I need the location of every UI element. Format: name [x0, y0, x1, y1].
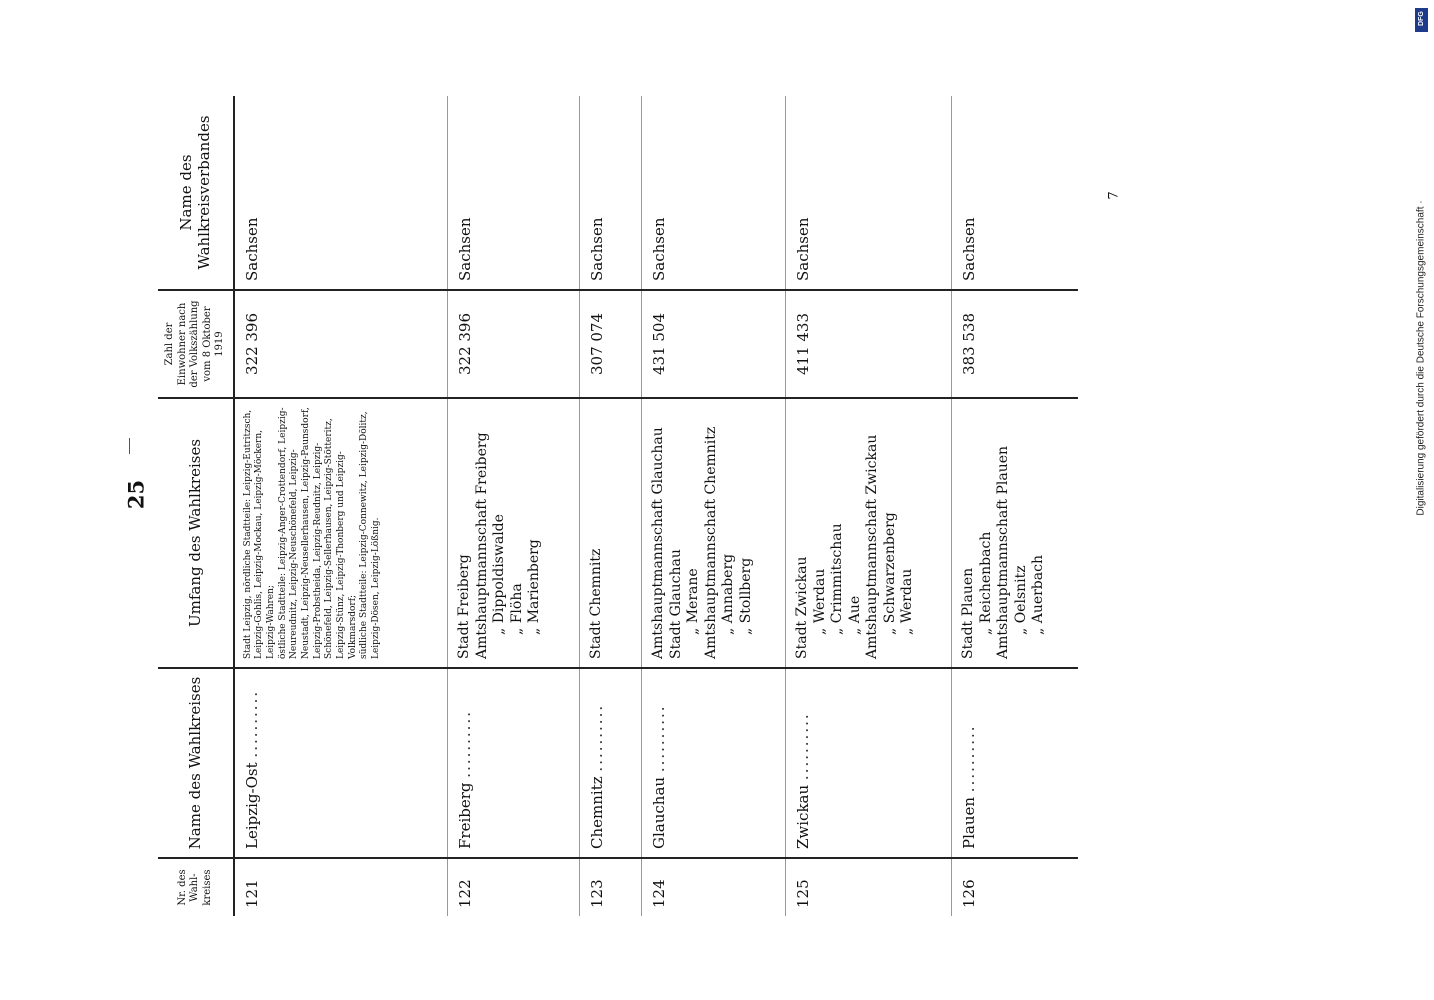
row-umfang	[642, 398, 786, 668]
page-number: 25	[123, 479, 149, 510]
row-einwohner: 322 396	[234, 290, 448, 398]
row-verband: Sachsen	[786, 96, 952, 290]
row-name: Plauen ..........	[952, 668, 1078, 858]
row-nr: 124	[642, 858, 786, 916]
row-name: Chemnitz ..........	[580, 668, 642, 858]
umfang-line: „ Dippoldiswalde	[491, 514, 507, 635]
umfang-line: „ Flöha	[508, 583, 525, 635]
umfang-line: Amtshauptmannschaft Freiberg	[473, 432, 490, 659]
umfang-line: Amtshauptmannschaft Chemnitz	[702, 426, 719, 659]
umfang-line: „ Crimmitschau	[829, 523, 845, 635]
row-umfang	[786, 398, 952, 668]
table-row	[580, 96, 642, 916]
row-einwohner: 411 433	[786, 290, 952, 398]
umfang-line: „ Schwarzenberg	[881, 512, 898, 635]
row-nr: 122	[448, 858, 580, 916]
row-nr: 123	[580, 858, 642, 916]
umfang-line: „ Werdau	[899, 568, 915, 635]
row-name: Glauchau ..........	[642, 668, 786, 858]
umfang-line: Stadt Zwickau	[794, 556, 810, 659]
table-row	[642, 96, 786, 916]
umfang-line: „ Stollberg	[737, 557, 754, 635]
row-nr: 126	[952, 858, 1078, 916]
header-nr: Nr. des Wahl-kreises	[158, 858, 234, 916]
row-einwohner: 307 074	[580, 290, 642, 398]
row-umfang	[448, 398, 580, 668]
row-einwohner: 431 504	[642, 290, 786, 398]
row-name: Leipzig-Ost ..........	[234, 668, 448, 858]
umfang-line: Stadt Glauchau	[667, 549, 684, 659]
umfang-line: „ Annaberg	[720, 553, 736, 635]
umfang-line: östliche Stadtteile: Leipzig-Anger-Crottendorf, Leipzig-Neureudnitz, Leipzig-Neuschönefeld, Leipzig-Neustadt, Leipzig-Neusellerhausen, Leipzig-Paunsdorf, Leipzig-Probstheida, Leipzig-Reudnitz, Leipzig-Schönefeld, Leipzig-Sellerhausen, Leipzig-Stötteritz, Leipzig-Stünz, Leipzig-Thonberg und Leipzig-Volkmarsdorf;	[277, 407, 358, 659]
page-dash	[129, 438, 130, 454]
umfang-line: „ Marienberg	[526, 539, 542, 635]
row-einwohner: 322 396	[448, 290, 580, 398]
dfg-credit	[1406, 8, 1434, 516]
umfang-line: Amtshauptmannschaft Plauen	[995, 445, 1011, 659]
umfang-line: „ Reichenbach	[977, 531, 994, 635]
row-umfang	[580, 398, 642, 668]
wahlkreis-table	[158, 96, 1078, 916]
row-verband: Sachsen	[234, 96, 448, 290]
umfang-line: „ Werdau	[811, 568, 828, 635]
row-umfang	[234, 398, 448, 668]
row-verband: Sachsen	[642, 96, 786, 290]
table-area	[158, 96, 1106, 916]
table-row	[448, 96, 580, 916]
umfang-line: Amtshauptmannschaft Glauchau	[650, 427, 666, 659]
margin-mark: 7	[1106, 191, 1122, 200]
row-verband: Sachsen	[952, 96, 1078, 290]
table-row	[786, 96, 952, 916]
dfg-logo: DFG	[1415, 8, 1428, 32]
umfang-line: Stadt Leipzig, nördliche Stadtteile: Leipzig-Eutritzsch, Leipzig-Gohlis, Leipzig-Mockau, Leipzig-Möckern, Leipzig-Wahren;	[242, 409, 276, 659]
header-verband: Name des Wahlkreisverbandes	[158, 96, 234, 290]
row-einwohner: 383 538	[952, 290, 1078, 398]
umfang-line: Stadt Freiberg	[456, 554, 472, 659]
row-verband: Sachsen	[580, 96, 642, 290]
table-row	[952, 96, 1078, 916]
header-einwohner: Zahl der Einwohner nach der Volkszählung vom 8 Oktober 1919	[158, 290, 234, 398]
umfang-line: Stadt Chemnitz	[588, 548, 604, 659]
row-name: Zwickau ..........	[786, 668, 952, 858]
row-umfang	[952, 398, 1078, 668]
rotated-table-stage	[158, 96, 1106, 916]
umfang-line: „ Auerbach	[1030, 555, 1046, 635]
umfang-line: „ Oelsnitz	[1012, 565, 1029, 635]
row-nr: 125	[786, 858, 952, 916]
header-umfang: Umfang des Wahlkreises	[158, 398, 234, 668]
header-name: Name des Wahlkreises	[158, 668, 234, 858]
table-row	[234, 96, 448, 916]
umfang-line: „ Merane	[685, 568, 701, 635]
dfg-credit-text: Digitalisierung gefördert durch die Deutsche Forschungsgemeinschaft ·	[1415, 200, 1427, 516]
umfang-line: südliche Stadtteile: Leipzig-Connewitz, Leipzig-Dölitz, Leipzig-Dösen, Leipzig-Lößnig.	[359, 411, 382, 659]
umfang-line: „ Aue	[846, 595, 863, 635]
umfang-line: Stadt Plauen	[960, 567, 976, 659]
row-nr: 121	[242, 879, 261, 908]
row-verband: Sachsen	[448, 96, 580, 290]
umfang-line: Amtshauptmannschaft Zwickau	[864, 434, 880, 659]
table-header-row	[158, 96, 234, 916]
row-name: Freiberg ..........	[448, 668, 580, 858]
